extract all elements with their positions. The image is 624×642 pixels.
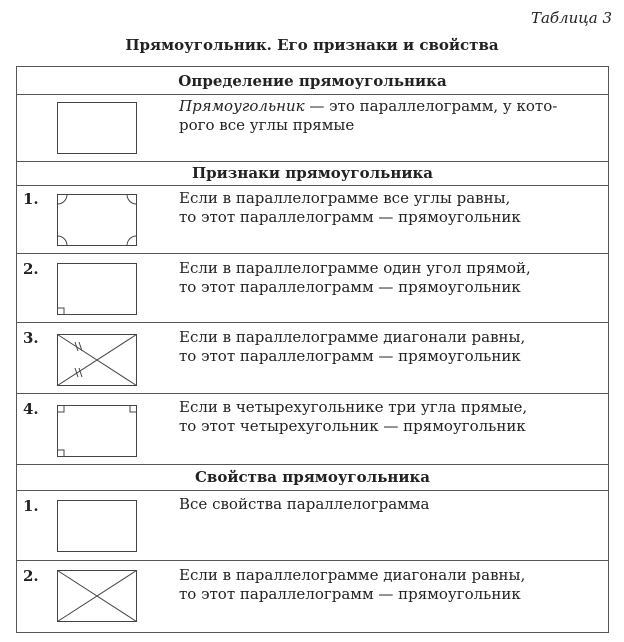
sign-2-text	[179, 259, 599, 297]
sign-2-line2: то этот параллелограмм — прямоугольник	[179, 278, 521, 296]
definition-text	[179, 97, 599, 135]
property-1-number: 1.	[23, 497, 39, 515]
sign-3-line2: то этот параллелограмм — прямоугольник	[179, 347, 521, 365]
sign-4-line1: Если в четырехугольнике три угла прямые,	[179, 398, 528, 416]
divider	[17, 393, 608, 394]
one-right-angle-figure	[57, 263, 137, 315]
sign-1-line2: то этот параллелограмм — прямоугольник	[179, 208, 521, 226]
sign-3-line1: Если в параллелограмме диагонали равны,	[179, 328, 526, 346]
diagonals-figure	[57, 570, 137, 622]
equal-angles-figure	[57, 194, 137, 246]
definition-term: Прямоугольник	[179, 97, 305, 115]
sign-3-text	[179, 328, 599, 366]
definition-text-rest: — это параллелограмм, у кото-	[304, 97, 558, 115]
sign-1-text	[179, 189, 599, 227]
property-1-line1: Все свойства параллелограмма	[179, 495, 430, 513]
divider	[17, 322, 608, 323]
three-right-angles-figure	[57, 405, 137, 457]
table-caption: Таблица 3	[530, 9, 612, 27]
sign-4-text	[179, 398, 599, 436]
property-2-line1: Если в параллелограмме диагонали равны,	[179, 566, 526, 584]
divider	[17, 94, 608, 95]
divider	[17, 253, 608, 254]
sign-2-number: 2.	[23, 260, 39, 278]
sign-2-line1: Если в параллелограмме один угол прямой,	[179, 259, 531, 277]
page-title: Прямоугольник. Его признаки и свойства	[125, 36, 499, 54]
rectangle-table	[16, 66, 609, 633]
sign-1-number: 1.	[23, 190, 39, 208]
sign-1-line1: Если в параллелограмме все углы равны,	[179, 189, 511, 207]
signs-header: Признаки прямоугольника	[191, 164, 434, 182]
rectangle-figure	[57, 102, 137, 154]
rectangle-figure	[57, 500, 137, 552]
divider	[17, 490, 608, 491]
sign-4-line2: то этот четырехугольник — прямоугольник	[179, 417, 526, 435]
properties-header: Свойства прямоугольника	[194, 468, 431, 486]
property-2-text	[179, 566, 599, 604]
equal-diagonals-figure	[57, 334, 137, 386]
divider	[17, 560, 608, 561]
sign-3-number: 3.	[23, 329, 39, 347]
definition-text-line2: рого все углы прямые	[179, 116, 355, 134]
property-2-line2: то этот параллелограмм — прямоугольник	[179, 585, 521, 603]
divider	[17, 464, 608, 465]
definition-header: Определение прямоугольника	[178, 72, 447, 90]
property-1-text	[179, 495, 599, 514]
sign-4-number: 4.	[23, 400, 39, 418]
property-2-number: 2.	[23, 567, 39, 585]
divider	[17, 185, 608, 186]
